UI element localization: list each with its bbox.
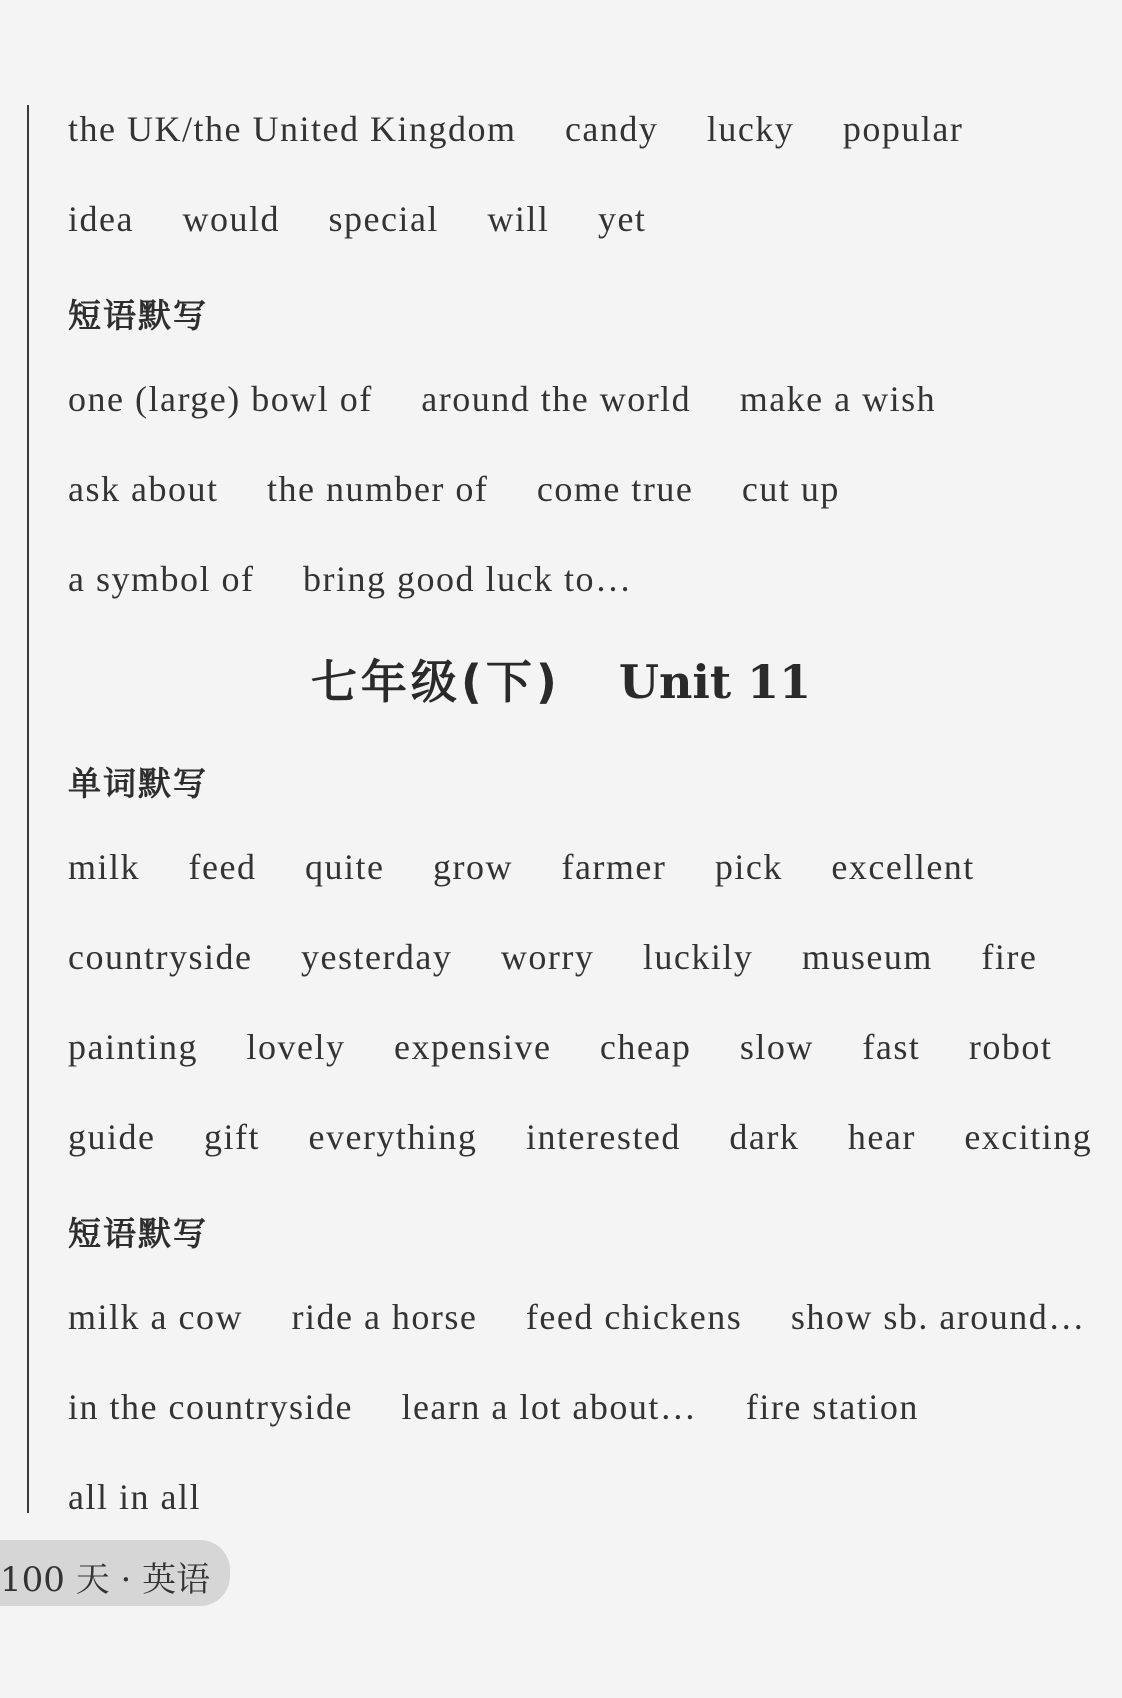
phrase-term: all in all — [68, 1477, 201, 1517]
phrase-term: milk a cow — [68, 1297, 243, 1337]
section-heading-phrases: 短语默写 — [68, 1214, 208, 1253]
phrase-line — [68, 468, 840, 518]
vocab-line — [68, 198, 646, 248]
phrase-term: the number of — [266, 469, 489, 509]
vocab-term: quite — [304, 847, 385, 887]
phrase-term: make a wish — [739, 379, 937, 419]
vocab-term: idea — [68, 199, 134, 239]
vocab-term: luckily — [642, 937, 754, 977]
phrase-term: one (large) bowl of — [68, 379, 373, 419]
phrase-term: around the world — [421, 379, 692, 419]
vocab-term: will — [487, 199, 550, 239]
vocab-term: milk — [68, 847, 141, 887]
vocab-term: exciting — [964, 1117, 1093, 1157]
vocab-term: slow — [739, 1027, 814, 1067]
phrase-term: show sb. around… — [790, 1297, 1086, 1337]
vocab-term: lucky — [706, 109, 795, 149]
vocab-term: the UK/the United Kingdom — [68, 109, 517, 149]
vocab-term: dark — [729, 1117, 800, 1157]
phrase-term: ride a horse — [291, 1297, 478, 1337]
vocab-term: grow — [432, 847, 513, 887]
phrase-term: learn a lot about… — [401, 1387, 698, 1427]
section-heading-vocab: 单词默写 — [68, 764, 208, 803]
vocab-term: painting — [68, 1027, 198, 1067]
phrase-term: in the countryside — [68, 1387, 353, 1427]
vocab-term: guide — [68, 1117, 156, 1157]
vocab-term: hear — [847, 1117, 916, 1157]
vocab-term: fast — [862, 1027, 921, 1067]
phrase-line — [68, 558, 632, 608]
vocab-term: special — [328, 199, 439, 239]
phrase-line — [68, 1296, 1086, 1346]
vocab-term: robot — [968, 1027, 1053, 1067]
phrase-term: a symbol of — [68, 559, 255, 599]
phrase-term: come true — [536, 469, 694, 509]
vocab-term: fire — [981, 937, 1038, 977]
phrase-term: fire station — [745, 1387, 919, 1427]
vocab-term: candy — [564, 109, 659, 149]
vocab-term: yesterday — [300, 937, 453, 977]
vocab-term: pick — [714, 847, 783, 887]
vocab-line — [68, 846, 975, 896]
vocab-term: museum — [801, 937, 933, 977]
section-heading-phrases: 短语默写 — [68, 296, 208, 335]
vocab-term: expensive — [393, 1027, 552, 1067]
vocab-term: farmer — [561, 847, 667, 887]
vocab-term: interested — [525, 1117, 681, 1157]
vocab-line — [68, 1116, 1092, 1166]
vocab-term: excellent — [831, 847, 975, 887]
vocab-term: countryside — [68, 937, 253, 977]
vocab-term: popular — [842, 109, 964, 149]
unit-title — [0, 646, 1122, 712]
vocab-line — [68, 108, 963, 158]
phrase-term: feed chickens — [525, 1297, 743, 1337]
vocab-line — [68, 1026, 1052, 1076]
phrase-term: bring good luck to… — [302, 559, 633, 599]
vocab-term: yet — [597, 199, 647, 239]
phrase-term: cut up — [741, 469, 840, 509]
vocab-term: worry — [500, 937, 595, 977]
vocab-term: lovely — [246, 1027, 346, 1067]
footer-label: 100 天 · 英语 — [0, 1560, 211, 1600]
vocab-line — [68, 936, 1037, 986]
phrase-term: ask about — [68, 469, 219, 509]
margin-rule — [27, 105, 29, 1513]
vocab-term: would — [182, 199, 280, 239]
vocab-term: everything — [308, 1117, 478, 1157]
vocab-term: cheap — [599, 1027, 692, 1067]
grade-label: 七年级(下) — [310, 655, 561, 709]
phrase-line — [68, 1476, 201, 1526]
unit-label: Unit 11 — [618, 655, 812, 709]
phrase-line — [68, 378, 936, 428]
phrase-line — [68, 1386, 919, 1436]
vocab-term: feed — [188, 847, 257, 887]
vocab-term: gift — [203, 1117, 260, 1157]
